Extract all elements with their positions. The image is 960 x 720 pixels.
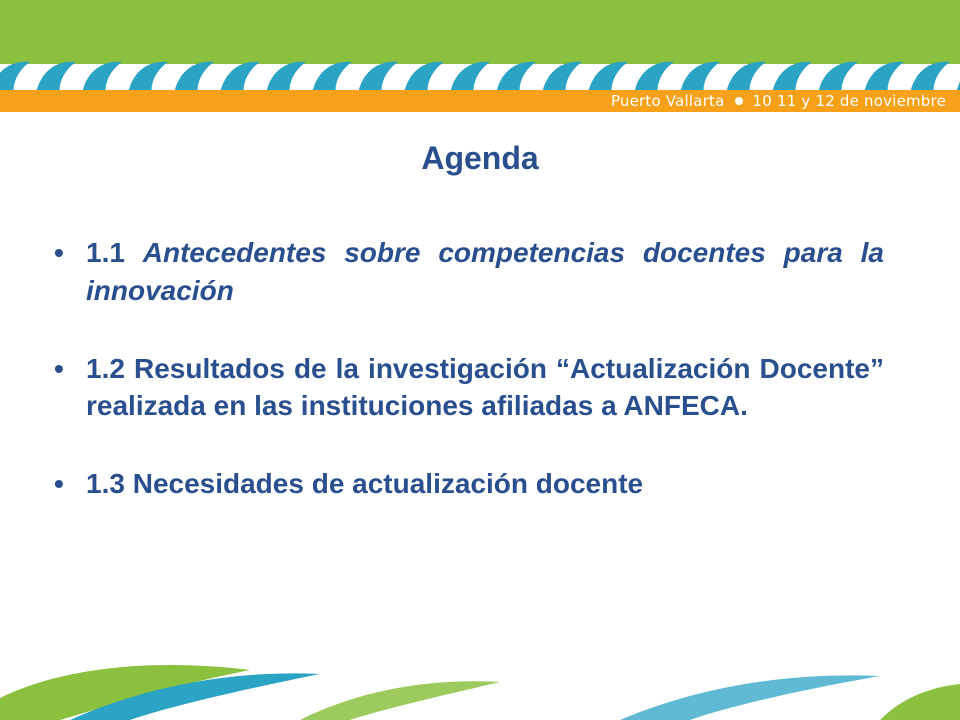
agenda-item-number: 1.1 bbox=[86, 237, 125, 268]
event-location: Puerto Vallarta bbox=[610, 92, 725, 110]
bullet-icon: • bbox=[54, 352, 64, 384]
event-dates: 10 11 y 12 de noviembre bbox=[752, 92, 946, 110]
bullet-icon: • bbox=[54, 468, 64, 500]
separator-dot-icon bbox=[735, 97, 743, 105]
agenda-list bbox=[48, 234, 884, 503]
agenda-item bbox=[48, 234, 884, 310]
agenda-item-text: Antecedentes sobre competencias docentes para la innovación bbox=[86, 237, 885, 306]
slide-title: Agenda bbox=[421, 140, 539, 176]
bottom-wave-decoration-icon bbox=[0, 640, 960, 720]
agenda-item-number: 1.2 bbox=[86, 352, 125, 384]
bullet-icon: • bbox=[54, 237, 64, 268]
event-info bbox=[611, 90, 946, 112]
agenda-item bbox=[48, 465, 884, 503]
agenda-item bbox=[48, 350, 884, 426]
agenda-item-text: Resultados de la investigación “Actualización Docente” realizada en las instituciones afiliadas a ANFECA. bbox=[86, 352, 884, 422]
agenda-item-number: 1.3 bbox=[86, 468, 125, 500]
agenda-item-text: Necesidades de actualización docente bbox=[132, 468, 644, 500]
